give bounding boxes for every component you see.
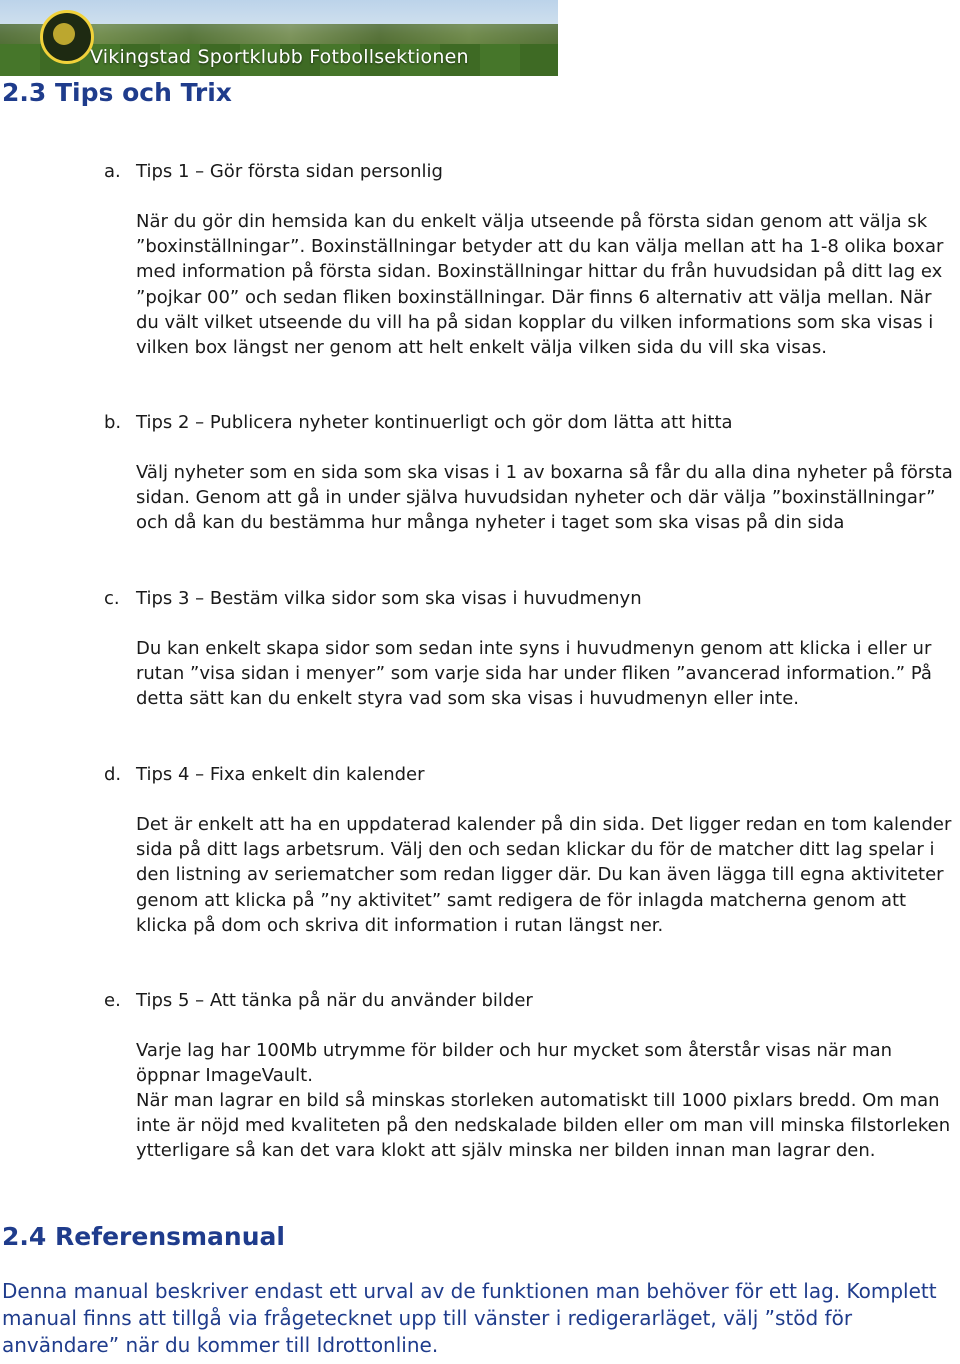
club-logo-icon xyxy=(40,10,94,64)
tip-marker: c. xyxy=(104,588,120,609)
header-banner xyxy=(0,0,558,76)
tip-body: Varje lag har 100Mb utrymme för bilder och hur mycket som återstår visas när man öppnar ImageVault. xyxy=(136,1040,893,1087)
tip-marker: a. xyxy=(104,161,121,182)
tip-title: Tips 2 – Publicera nyheter kontinuerligt och gör dom lätta att hitta xyxy=(136,412,733,433)
tip-body: Du kan enkelt skapa sidor som sedan inte syns i huvudmenyn genom att klicka i eller ur rutan ”visa sidan i menyer” som varje sida har under fliken ”avancerad information.” På detta sätt kan du enkelt styra vad som ska visas i huvudmenyn eller inte. xyxy=(136,638,932,710)
tip-body: Välj nyheter som en sida som ska visas i 1 av boxarna så får du alla dina nyheter på första sidan. Genom att gå in under själva huvudsidan nyheter och där välja ”boxinställningar” och då kan du bestämma hur många nyheter i taget som ska visas på din sida xyxy=(136,462,953,534)
tip-title: Tips 1 – Gör första sidan personlig xyxy=(136,161,443,182)
tip-body: När du gör din hemsida kan du enkelt välja utseende på första sidan genom att välja sk ”boxinställningar”. Boxinställningar betyder att du kan välja mellan att ha 1-8 olika boxar med information på första sidan. Boxinställningar hittar du från huvudsidan på ditt lag ex ”pojkar 00” och sedan fliken boxinställningar. Där finns 6 alternativ att välja mellan. När du vält vilket utseende du vill ha på sidan kopplar du vilken informations som ska visas i vilken box längst ner genom att helt enkelt välja vilken sida du vill ska visas. xyxy=(136,211,944,359)
tip-body-continued: När man lagrar en bild så minskas storleken automatiskt till 1000 pixlars bredd. Om man inte är nöjd med kvaliteten på den nedskalade bilden eller om man vill minska filstorleken ytterligare så kan det vara klokt att själv minska ner bilden innan man lagrar den. xyxy=(136,1090,951,1162)
tip-marker: b. xyxy=(104,412,122,433)
tip-title: Tips 5 – Att tänka på när du använder bilder xyxy=(136,990,533,1011)
section-heading-reference: 2.4 Referensmanual xyxy=(2,1222,285,1251)
reference-body: Denna manual beskriver endast ett urval av de funktionen man behöver för ett lag. Komplett manual finns att tillgå via frågetecknet upp till vänster i redigerarläget, välj ”stöd för användare” när du kommer till Idrottonline. xyxy=(2,1279,937,1357)
tip-title: Tips 4 – Fixa enkelt din kalender xyxy=(136,764,425,785)
tip-body: Det är enkelt att ha en uppdaterad kalender på din sida. Det ligger redan en tom kalender sida på ditt lags arbetsrum. Välj den och sedan klickar du för de matcher ditt lag spelar i den listning av seriematcher som redan ligger där. Du kan även lägga till egna aktiviteter genom att klicka på ”ny aktivitet” samt redigera de för inlagda matcherna genom att klicka på dom och skriva dit information i rutan längst ner. xyxy=(136,814,952,936)
section-heading-tips: 2.3 Tips och Trix xyxy=(2,78,232,107)
tip-title: Tips 3 – Bestäm vilka sidor som ska visas i huvudmenyn xyxy=(136,588,642,609)
tip-marker: e. xyxy=(104,990,121,1011)
tip-marker: d. xyxy=(104,764,122,785)
banner-title: Vikingstad Sportklubb Fotbollsektionen xyxy=(90,46,469,68)
